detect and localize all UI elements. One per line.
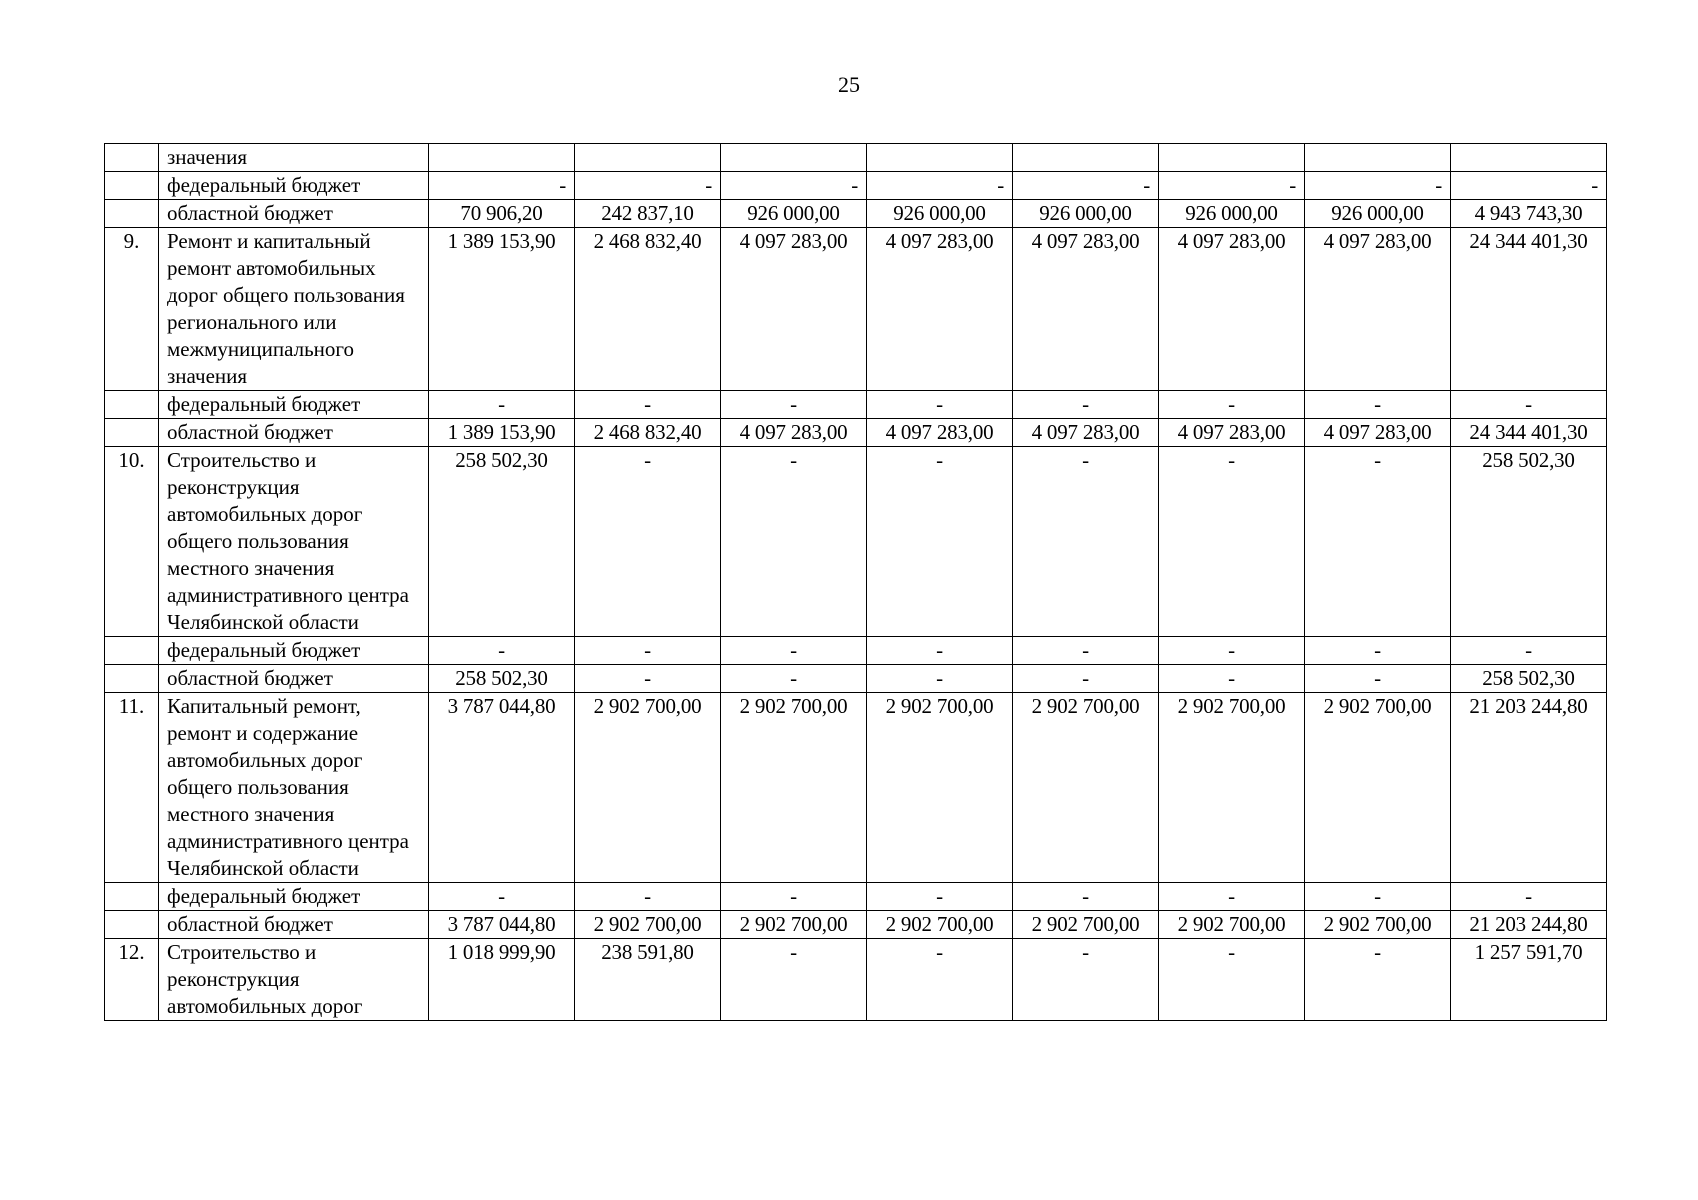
row-number <box>105 665 159 693</box>
value-cell: 4 943 743,30 <box>1451 200 1607 228</box>
value-cell: - <box>1013 637 1159 665</box>
value-cell: 4 097 283,00 <box>721 419 867 447</box>
value-cell: - <box>575 883 721 911</box>
table-row <box>105 693 1607 883</box>
value-cell <box>1451 144 1607 172</box>
value-cell <box>575 144 721 172</box>
value-cell: - <box>867 665 1013 693</box>
value-cell: - <box>1451 637 1607 665</box>
value-cell: - <box>1013 391 1159 419</box>
value-cell: 2 902 700,00 <box>575 911 721 939</box>
value-cell: - <box>1451 172 1607 200</box>
value-cell: - <box>1451 883 1607 911</box>
value-cell <box>867 144 1013 172</box>
value-cell: - <box>575 665 721 693</box>
value-cell: - <box>1305 883 1451 911</box>
value-cell: - <box>1013 665 1159 693</box>
row-number <box>105 391 159 419</box>
table-row <box>105 447 1607 637</box>
value-cell: - <box>575 172 721 200</box>
value-cell: 21 203 244,80 <box>1451 693 1607 883</box>
value-cell: - <box>721 665 867 693</box>
value-cell: - <box>1013 883 1159 911</box>
row-name: Капитальный ремонт, ремонт и содержание автомобильных дорог общего пользования местного значения административного центра Челябинской области <box>159 693 429 883</box>
table-row <box>105 172 1607 200</box>
value-cell: - <box>429 637 575 665</box>
table-row <box>105 665 1607 693</box>
value-cell: - <box>721 172 867 200</box>
value-cell <box>721 144 867 172</box>
value-cell: - <box>1159 172 1305 200</box>
value-cell: - <box>721 883 867 911</box>
value-cell: 1 389 153,90 <box>429 419 575 447</box>
value-cell: 3 787 044,80 <box>429 911 575 939</box>
row-number <box>105 172 159 200</box>
value-cell: 2 902 700,00 <box>867 911 1013 939</box>
row-name: областной бюджет <box>159 665 429 693</box>
value-cell: - <box>429 391 575 419</box>
value-cell <box>1305 144 1451 172</box>
value-cell: - <box>1305 172 1451 200</box>
value-cell: 1 389 153,90 <box>429 228 575 391</box>
value-cell: - <box>1013 447 1159 637</box>
row-name: федеральный бюджет <box>159 172 429 200</box>
table-body <box>105 144 1607 1021</box>
value-cell: 4 097 283,00 <box>1305 228 1451 391</box>
value-cell <box>1159 144 1305 172</box>
value-cell: 4 097 283,00 <box>1159 419 1305 447</box>
value-cell: 4 097 283,00 <box>1305 419 1451 447</box>
row-number: 12. <box>105 939 159 1021</box>
value-cell: - <box>867 939 1013 1021</box>
value-cell: 2 902 700,00 <box>1305 911 1451 939</box>
budget-table <box>104 143 1607 1021</box>
value-cell: 1 257 591,70 <box>1451 939 1607 1021</box>
row-name: федеральный бюджет <box>159 637 429 665</box>
value-cell: 926 000,00 <box>1013 200 1159 228</box>
value-cell: 926 000,00 <box>867 200 1013 228</box>
value-cell: - <box>867 883 1013 911</box>
value-cell: - <box>721 391 867 419</box>
value-cell: - <box>575 637 721 665</box>
value-cell: - <box>429 883 575 911</box>
row-number <box>105 144 159 172</box>
value-cell: - <box>1013 172 1159 200</box>
value-cell: - <box>1159 637 1305 665</box>
value-cell: - <box>1305 665 1451 693</box>
value-cell: 4 097 283,00 <box>721 228 867 391</box>
value-cell: - <box>1305 637 1451 665</box>
table-row <box>105 911 1607 939</box>
row-number: 11. <box>105 693 159 883</box>
row-number <box>105 200 159 228</box>
row-number <box>105 883 159 911</box>
page-number: 25 <box>838 72 860 97</box>
row-number <box>105 637 159 665</box>
value-cell: 2 902 700,00 <box>1159 911 1305 939</box>
row-name: Строительство и реконструкция автомобильных дорог <box>159 939 429 1021</box>
row-name: Строительство и реконструкция автомобильных дорог общего пользования местного значения административного центра Челябинской области <box>159 447 429 637</box>
table-row <box>105 883 1607 911</box>
value-cell: - <box>1159 391 1305 419</box>
value-cell: 2 902 700,00 <box>1013 693 1159 883</box>
value-cell: 926 000,00 <box>721 200 867 228</box>
value-cell: 2 468 832,40 <box>575 419 721 447</box>
value-cell: 4 097 283,00 <box>1013 419 1159 447</box>
value-cell: 2 902 700,00 <box>575 693 721 883</box>
value-cell: - <box>721 939 867 1021</box>
value-cell: 242 837,10 <box>575 200 721 228</box>
row-name: областной бюджет <box>159 419 429 447</box>
value-cell: - <box>1013 939 1159 1021</box>
table-row <box>105 419 1607 447</box>
row-name: значения <box>159 144 429 172</box>
value-cell: - <box>867 447 1013 637</box>
row-number <box>105 419 159 447</box>
value-cell: 2 468 832,40 <box>575 228 721 391</box>
value-cell: - <box>1305 939 1451 1021</box>
value-cell: - <box>575 447 721 637</box>
row-name: федеральный бюджет <box>159 883 429 911</box>
value-cell: - <box>721 637 867 665</box>
value-cell: - <box>1159 665 1305 693</box>
value-cell: - <box>1159 883 1305 911</box>
value-cell: - <box>1451 391 1607 419</box>
table-row <box>105 939 1607 1021</box>
value-cell: 4 097 283,00 <box>867 419 1013 447</box>
row-number: 10. <box>105 447 159 637</box>
row-number: 9. <box>105 228 159 391</box>
value-cell <box>429 144 575 172</box>
value-cell: 926 000,00 <box>1305 200 1451 228</box>
value-cell: - <box>575 391 721 419</box>
row-name: федеральный бюджет <box>159 391 429 419</box>
value-cell: 3 787 044,80 <box>429 693 575 883</box>
value-cell: 238 591,80 <box>575 939 721 1021</box>
value-cell: - <box>1305 447 1451 637</box>
value-cell: - <box>867 172 1013 200</box>
value-cell: 24 344 401,30 <box>1451 228 1607 391</box>
value-cell: 4 097 283,00 <box>1013 228 1159 391</box>
value-cell: - <box>867 637 1013 665</box>
row-name: областной бюджет <box>159 200 429 228</box>
table-row <box>105 637 1607 665</box>
value-cell: 1 018 999,90 <box>429 939 575 1021</box>
value-cell: 258 502,30 <box>1451 447 1607 637</box>
value-cell: 258 502,30 <box>1451 665 1607 693</box>
value-cell: 926 000,00 <box>1159 200 1305 228</box>
table-row <box>105 200 1607 228</box>
value-cell: - <box>1159 939 1305 1021</box>
row-name: Ремонт и капитальный ремонт автомобильных дорог общего пользования регионального или межмуниципального значения <box>159 228 429 391</box>
value-cell: - <box>429 172 575 200</box>
row-name: областной бюджет <box>159 911 429 939</box>
value-cell: 21 203 244,80 <box>1451 911 1607 939</box>
value-cell: 258 502,30 <box>429 665 575 693</box>
row-number <box>105 911 159 939</box>
table-row <box>105 228 1607 391</box>
value-cell <box>1013 144 1159 172</box>
value-cell: 70 906,20 <box>429 200 575 228</box>
value-cell: 2 902 700,00 <box>1305 693 1451 883</box>
value-cell: 2 902 700,00 <box>721 911 867 939</box>
value-cell: 2 902 700,00 <box>721 693 867 883</box>
value-cell: - <box>867 391 1013 419</box>
value-cell: - <box>721 447 867 637</box>
value-cell: 2 902 700,00 <box>1159 693 1305 883</box>
value-cell: 4 097 283,00 <box>867 228 1013 391</box>
value-cell: - <box>1305 391 1451 419</box>
table-row <box>105 391 1607 419</box>
value-cell: 2 902 700,00 <box>1013 911 1159 939</box>
value-cell: 4 097 283,00 <box>1159 228 1305 391</box>
value-cell: 2 902 700,00 <box>867 693 1013 883</box>
table-row <box>105 144 1607 172</box>
value-cell: - <box>1159 447 1305 637</box>
value-cell: 24 344 401,30 <box>1451 419 1607 447</box>
value-cell: 258 502,30 <box>429 447 575 637</box>
